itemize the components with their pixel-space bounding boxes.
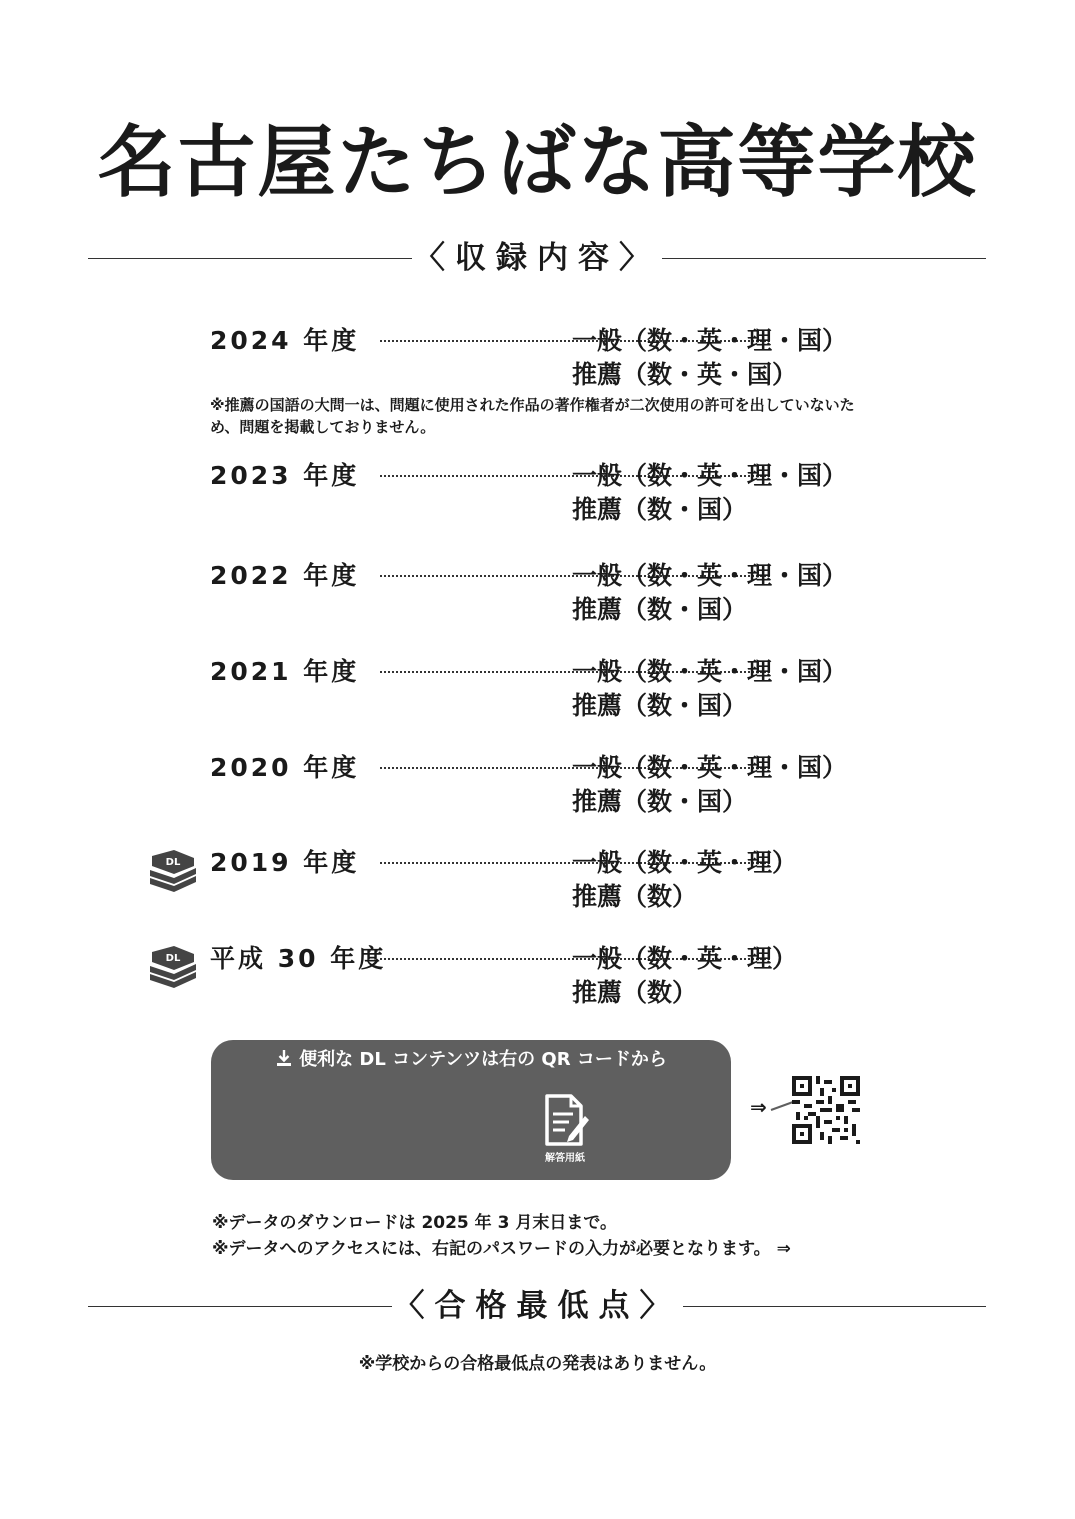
dl-panel-heading: 便利な DL コンテンツは右の QR コードから: [299, 1049, 667, 1070]
entry-year: 2019 年度: [210, 848, 360, 877]
entry-year: 2023 年度: [210, 461, 360, 490]
dl-label: DL: [165, 857, 181, 868]
entry-year: 2020 年度: [210, 753, 360, 782]
entry-recommend: 推薦（数・国）: [572, 595, 748, 624]
dl-books-icon: [144, 944, 200, 992]
entry-general: 一般（数・英・理）: [572, 944, 798, 973]
note-line: ※データのダウンロードは 2025 年 3 月末日まで。: [212, 1213, 618, 1233]
entry-year: 2022 年度: [210, 561, 360, 590]
page-title: 名古屋たちばな高等学校: [97, 118, 978, 208]
answer-sheet-caption: 解答用紙: [545, 1153, 585, 1164]
note-line: ※データへのアクセスには、右記のパスワードの入力が必要となります。 ⇒: [212, 1239, 791, 1259]
entry-general: 一般（数・英・理・国）: [572, 753, 848, 782]
past-years-caption: 過去年度: [771, 1153, 811, 1164]
section-title-contents: 〈収録内容〉: [414, 240, 660, 276]
download-icon: [275, 1049, 293, 1067]
dl-content-panel: [211, 1040, 811, 1180]
entry-recommend: 推薦（数・国）: [572, 691, 748, 720]
entry-recommend: 推薦（数・国）: [572, 495, 748, 524]
entry-general: 一般（数・英・理・国）: [572, 326, 848, 355]
entry-general: 一般（数・英・理）: [572, 848, 798, 877]
entry-recommend: 推薦（数・国）: [572, 787, 748, 816]
entry-recommend: 推薦（数・英・国）: [572, 360, 798, 389]
dl-label: DL: [165, 953, 181, 964]
entry-general: 一般（数・英・理・国）: [572, 461, 848, 490]
entry-year: 2024 年度: [210, 326, 360, 355]
download-notes: [212, 1210, 791, 1262]
entry-note: ※推薦の国語の大問一は、問題に使用された作品の著作権者が二次使用の許可を出していないため、問題を掲載しておりません。: [210, 396, 855, 436]
qr-code[interactable]: [792, 1076, 860, 1144]
section-header-contents: [88, 236, 986, 280]
entry-recommend: 推薦（数）: [572, 882, 698, 911]
section-header-min-score: [88, 1284, 986, 1328]
dl-books-icon: [144, 848, 200, 896]
entry-general: 一般（数・英・理・国）: [572, 561, 848, 590]
entry-general: 一般（数・英・理・国）: [572, 657, 848, 686]
entry-year: 2021 年度: [210, 657, 360, 686]
arrow-right-icon: ⇒: [750, 1095, 767, 1119]
section-title-min-score: 〈合格最低点〉: [393, 1288, 681, 1324]
answer-sheet-icon: [539, 1092, 591, 1150]
entry-year: 平成 30 年度: [210, 944, 387, 973]
answer-sheet-item[interactable]: [505, 1092, 625, 1166]
entry-recommend: 推薦（数）: [572, 978, 698, 1007]
min-score-note: ※学校からの合格最低点の発表はありません。: [358, 1354, 717, 1374]
